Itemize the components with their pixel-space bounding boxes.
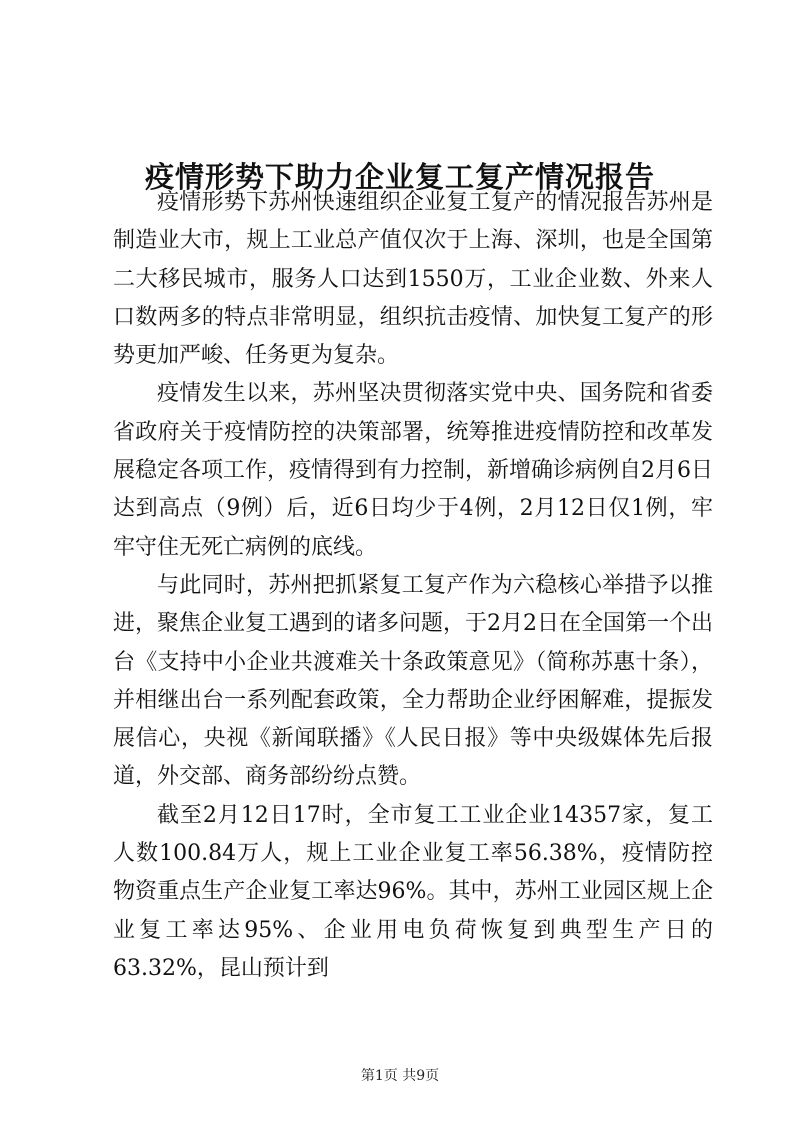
page-indicator: 第1页 共9页 xyxy=(360,1068,440,1084)
paragraph-3: 与此同时，苏州把抓紧复工复产作为六稳核心举措予以推进，聚焦企业复工遇到的诸多问题，于2月2日在全国第一个出台《支持中小企业共渡难关十条政策意见》（简称苏惠十条），并相继出台一系列配套政策，全力帮助企业纾困解难，提振发展信心，央视《新闻联播》《人民日报》等中央级媒体先后报道，外交部、商务部纷纷点赞。 xyxy=(113,572,713,790)
paragraph-4: 截至2月12日17时，全市复工工业企业14357家，复工人数100.84万人，规上工业企业复工率56.38%，疫情防控物资重点生产企业复工率达96%。其中，苏州工业园区规上企业复工率达95%、企业用电负荷恢复到典型生产日的63.32%，昆山预计到 xyxy=(113,802,713,981)
page-footer xyxy=(0,1066,800,1086)
document-title: 疫情形势下助力企业复工复产情况报告 xyxy=(144,160,655,195)
document-body xyxy=(113,184,713,988)
paragraph-2: 疫情发生以来，苏州坚决贯彻落实党中央、国务院和省委省政府关于疫情防控的决策部署，统筹推进疫情防控和改革发展稳定各项工作，疫情得到有力控制，新增确诊病例自2月6日达到高点（9例）后，近6日均少于4例，2月12日仅1例，牢牢守住无死亡病例的底线。 xyxy=(113,381,713,560)
paragraph-1: 疫情形势下苏州快速组织企业复工复产的情况报告苏州是制造业大市，规上工业总产值仅次于上海、深圳，也是全国第二大移民城市，服务人口达到1550万，工业企业数、外来人口数两多的特点非常明显，组织抗击疫情、加快复工复产的形势更加严峻、任务更为复杂。 xyxy=(113,190,713,369)
